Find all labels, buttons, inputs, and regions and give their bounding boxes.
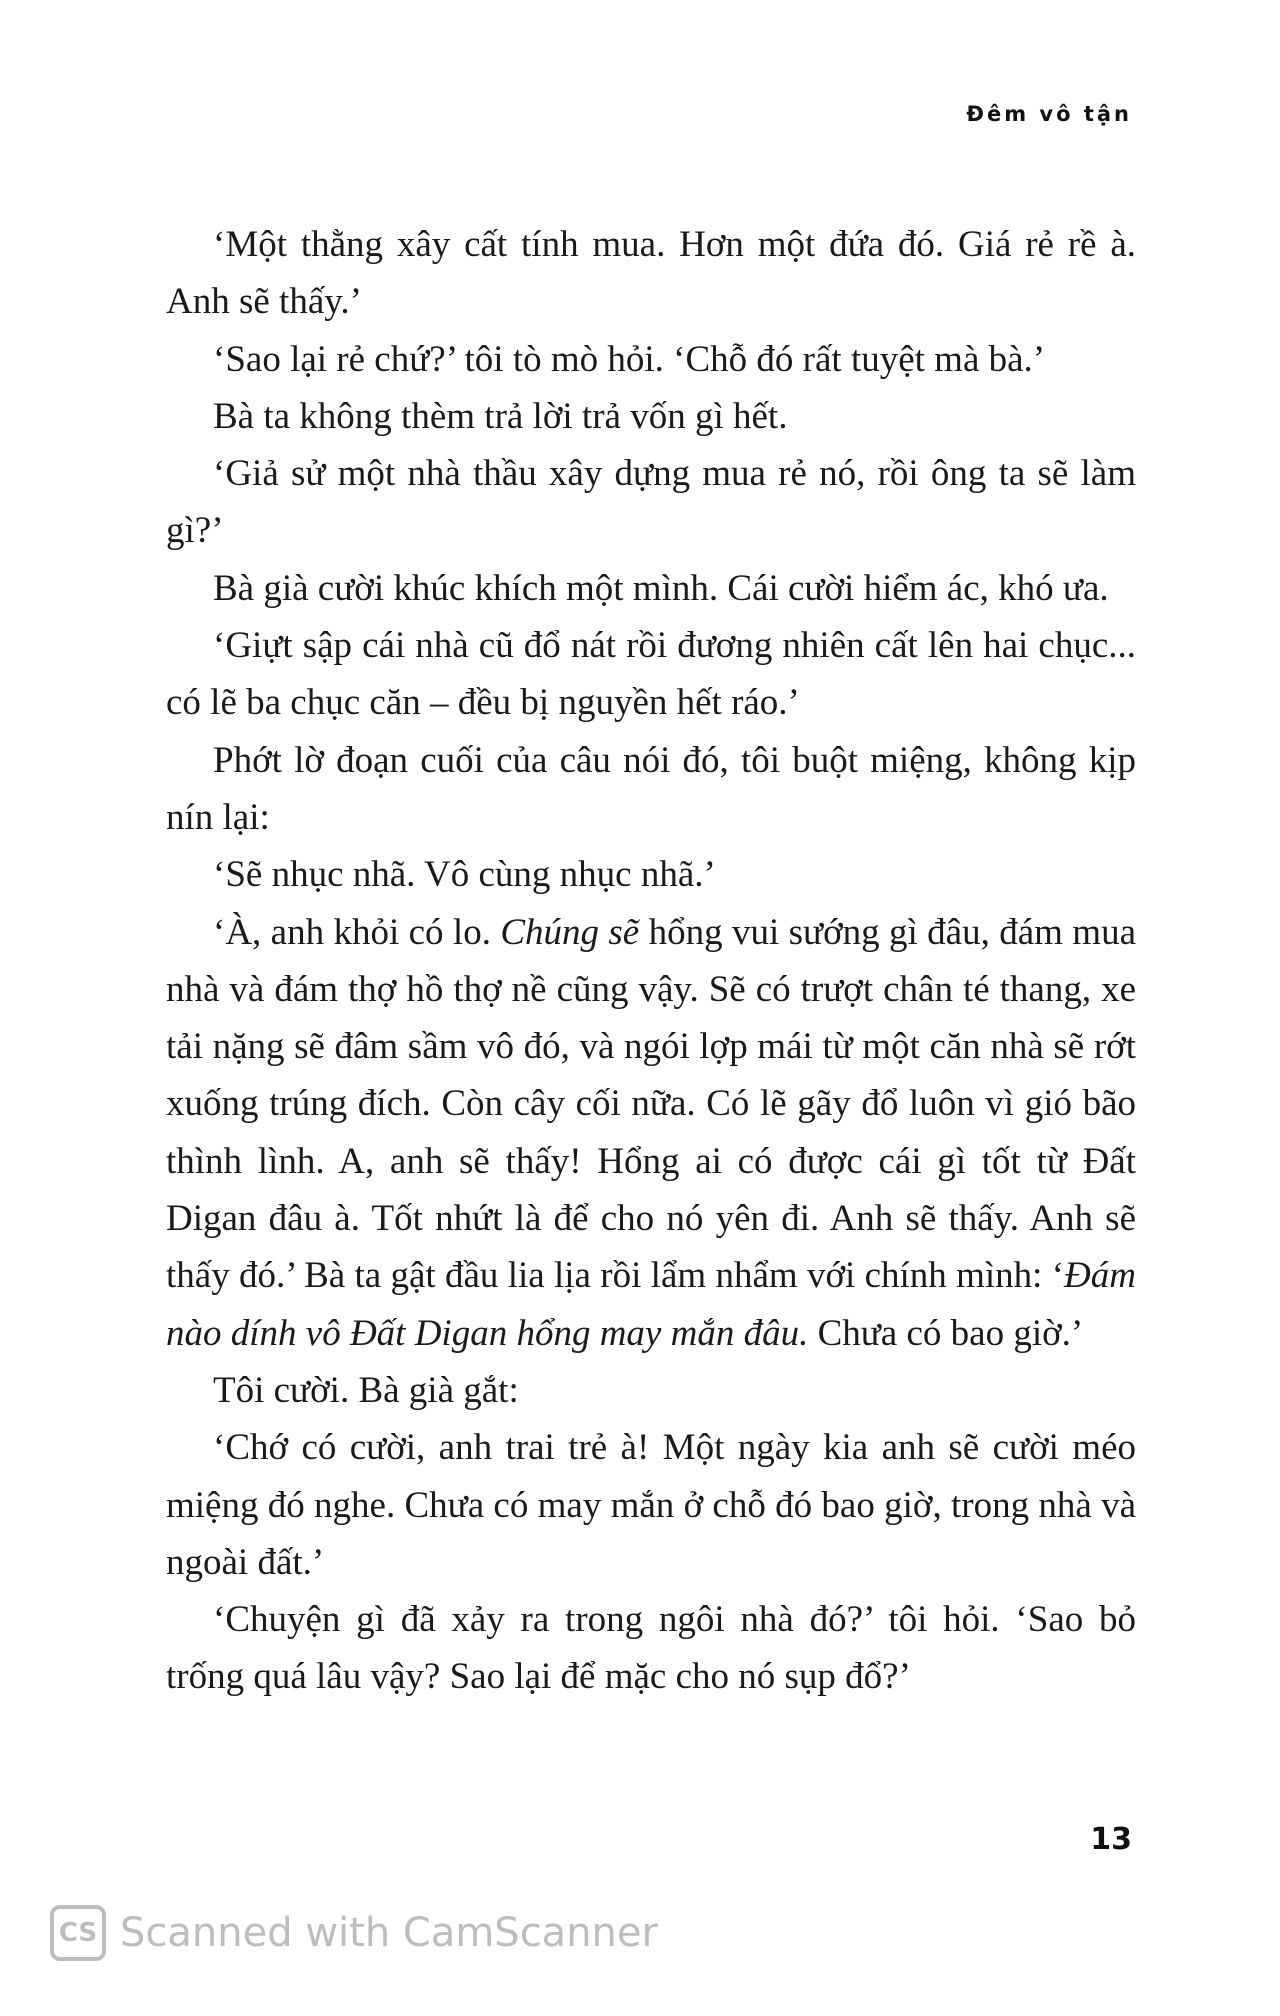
paragraph: ‘Sao lại rẻ chứ?’ tôi tò mò hỏi. ‘Chỗ đó rất tuyệt mà bà.’: [213, 338, 1046, 380]
watermark-text: Scanned with CamScanner: [120, 1910, 658, 1956]
body-text: [166, 216, 1136, 1706]
page-number: 13: [1090, 1822, 1132, 1857]
text-run: hổng vui sướng gì đâu, đám mua nhà và đám thợ hồ thợ nề cũng vậy. Sẽ có trượt chân té thang, xe tải nặng sẽ đâm sầm vô đó, và ngói lợp mái từ một căn nhà sẽ rớt xuống trúng đích. Còn cây cối nữa. Có lẽ gãy đổ luôn vì gió bão thình lình. A, anh sẽ thấy! Hổng ai có được cái gì tốt từ Đất Digan đâu à. Tốt nhứt là để cho nó yên đi. Anh sẽ thấy. Anh sẽ thấy đó.’ Bà ta gật đầu lia lịa rồi lẩm nhẩm với chính mình: ‘: [166, 911, 1137, 1297]
italic-text: Chúng sẽ: [500, 911, 640, 953]
paragraph: Phớt lờ đoạn cuối của câu nói đó, tôi buột miệng, không kịp nín lại:: [166, 739, 1136, 838]
paragraph: ‘Chớ có cười, anh trai trẻ à! Một ngày kia anh sẽ cười méo miệng đó nghe. Chưa có may mắn ở chỗ đó bao giờ, trong nhà và ngoài đất.’: [166, 1427, 1136, 1583]
running-header: Đêm vô tận: [966, 102, 1132, 126]
paragraph: Tôi cười. Bà già gắt:: [213, 1369, 519, 1411]
paragraph: Bà già cười khúc khích một mình. Cái cười hiểm ác, khó ưa.: [213, 567, 1109, 609]
paragraph: Bà ta không thèm trả lời trả vốn gì hết.: [213, 395, 788, 437]
camscanner-logo-icon: CS: [50, 1905, 106, 1961]
paragraph: ‘Chuyện gì đã xảy ra trong ngôi nhà đó?’ tôi hỏi. ‘Sao bỏ trống quá lâu vậy? Sao lại để mặc cho nó sụp đổ?’: [166, 1599, 1136, 1698]
paragraph: ‘Giựt sập cái nhà cũ đổ nát rồi đương nhiên cất lên hai chục... có lẽ ba chục căn – đều bị nguyền hết ráo.’: [166, 625, 1136, 724]
paragraph: ‘Giả sử một nhà thầu xây dựng mua rẻ nó, rồi ông ta sẽ làm gì?’: [166, 453, 1136, 552]
camscanner-watermark: [50, 1902, 658, 1964]
text-run: ‘À, anh khỏi có lo.: [213, 911, 501, 953]
text-run: Chưa có bao giờ.’: [808, 1312, 1084, 1354]
paragraph: ‘Sẽ nhục nhã. Vô cùng nhục nhã.’: [213, 854, 716, 896]
italic-text: Đám nào dính vô Đất Digan hổng may mắn đâu.: [166, 1255, 1136, 1354]
paragraph: [166, 904, 1136, 1362]
paragraph: ‘Một thằng xây cất tính mua. Hơn một đứa đó. Giá rẻ rề à. Anh sẽ thấy.’: [166, 224, 1136, 323]
